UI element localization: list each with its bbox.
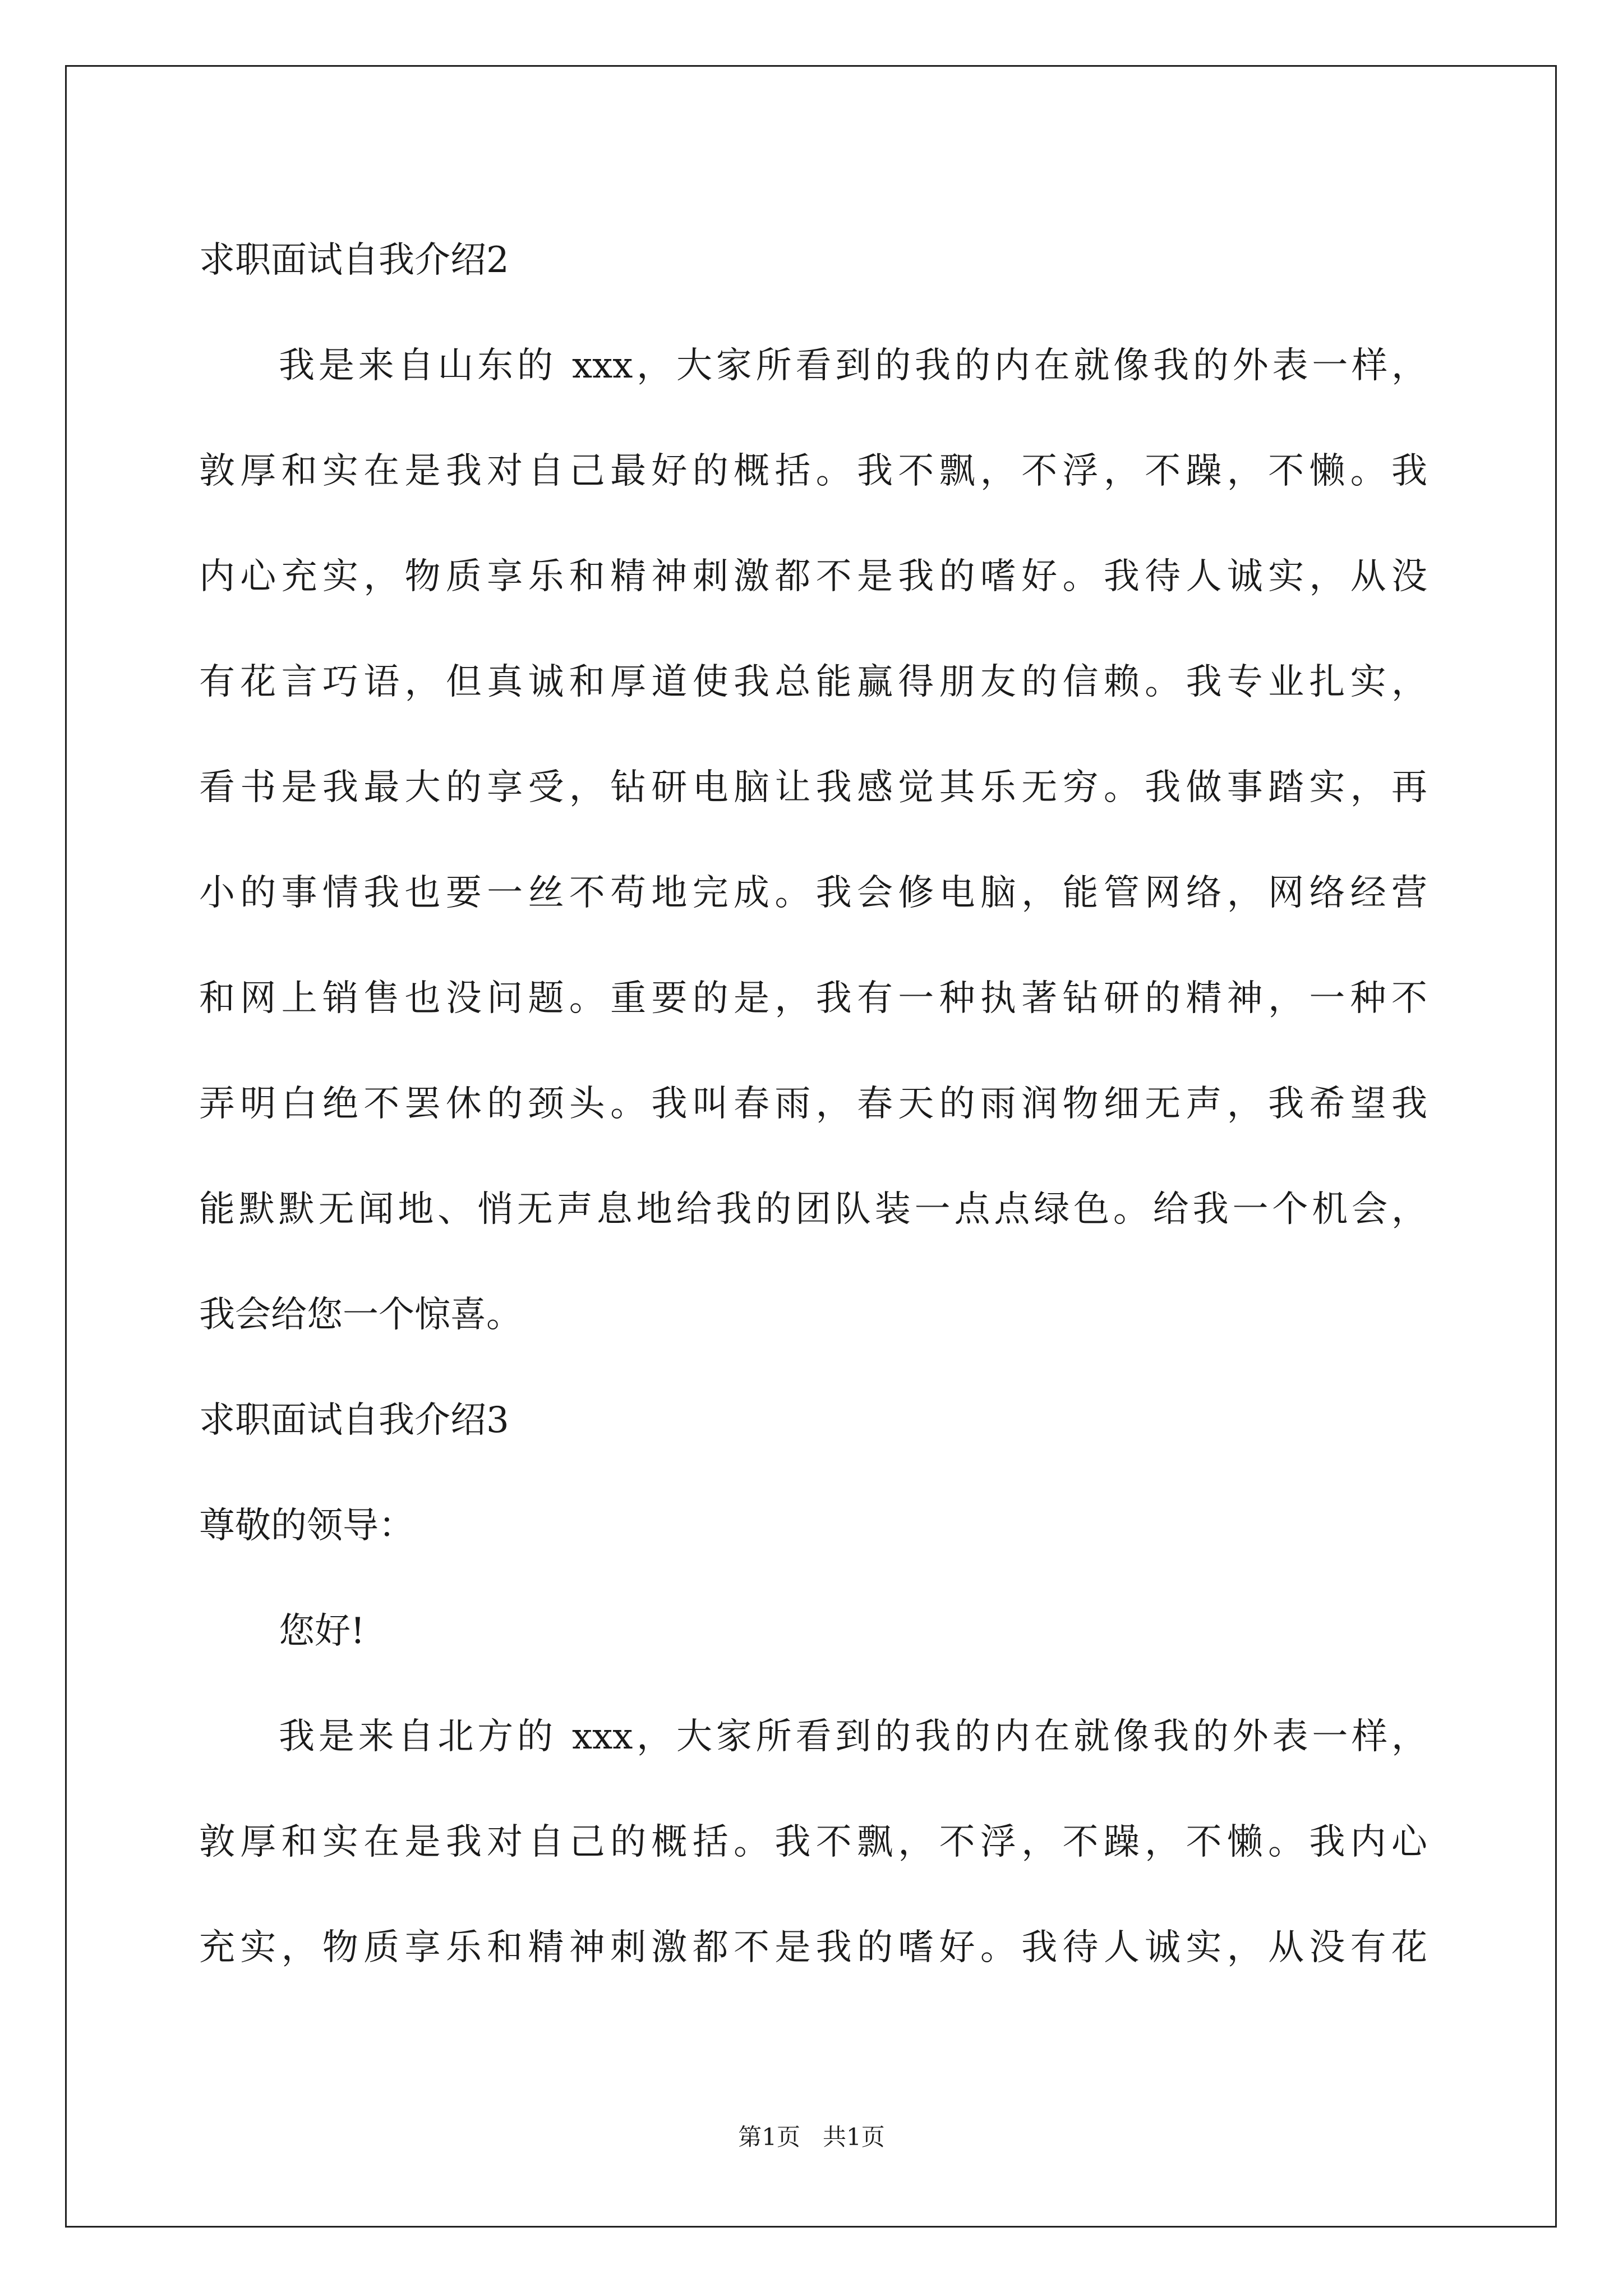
paragraph-line: 充实，物质享乐和精神刺激都不是我的嗜好。我待人诚实，从没有花 — [199, 1927, 1427, 1968]
paragraph-line: 敦厚和实在是我对自己最好的概括。我不飘，不浮，不躁，不懒。我 — [199, 450, 1427, 492]
paragraph-line: 和网上销售也没问题。重要的是，我有一种执著钻研的精神，一种不 — [199, 978, 1427, 1019]
paragraph-line: 我是来自山东的 xxx，大家所看到的我的内在就像我的外表一样， — [279, 345, 1427, 386]
section-heading-2: 求职面试自我介绍2 — [199, 240, 509, 281]
page-number: 第1页 — [738, 2123, 800, 2151]
page-footer — [0, 2120, 1623, 2154]
paragraph-line: 我是来自北方的 xxx，大家所看到的我的内在就像我的外表一样， — [279, 1716, 1427, 1757]
paragraph-line: 敦厚和实在是我对自己的概括。我不飘，不浮，不躁，不懒。我内心 — [199, 1821, 1427, 1863]
page-total: 共1页 — [823, 2123, 885, 2151]
salutation: 尊敬的领导： — [199, 1505, 414, 1547]
paragraph-line: 看书是我最大的享受，钻研电脑让我感觉其乐无穷。我做事踏实，再 — [199, 767, 1427, 808]
document-body — [199, 208, 1427, 2000]
paragraph-line: 能默默无闻地、悄无声息地给我的团队装一点点绿色。给我一个机会， — [199, 1189, 1427, 1230]
paragraph-line: 小的事情我也要一丝不苟地完成。我会修电脑，能管网络，网络经营 — [199, 872, 1427, 914]
paragraph-line: 弄明白绝不罢休的颈头。我叫春雨，春天的雨润物细无声，我希望我 — [199, 1083, 1427, 1125]
paragraph-line-last: 我会给您一个惊喜。 — [199, 1294, 522, 1336]
paragraph-line: 有花言巧语，但真诚和厚道使我总能赢得朋友的信赖。我专业扎实， — [199, 661, 1427, 703]
paragraph-line: 内心充实，物质享乐和精神刺激都不是我的嗜好。我待人诚实，从没 — [199, 556, 1427, 597]
section-heading-3: 求职面试自我介绍3 — [199, 1400, 509, 1441]
greeting: 您好! — [279, 1611, 365, 1652]
